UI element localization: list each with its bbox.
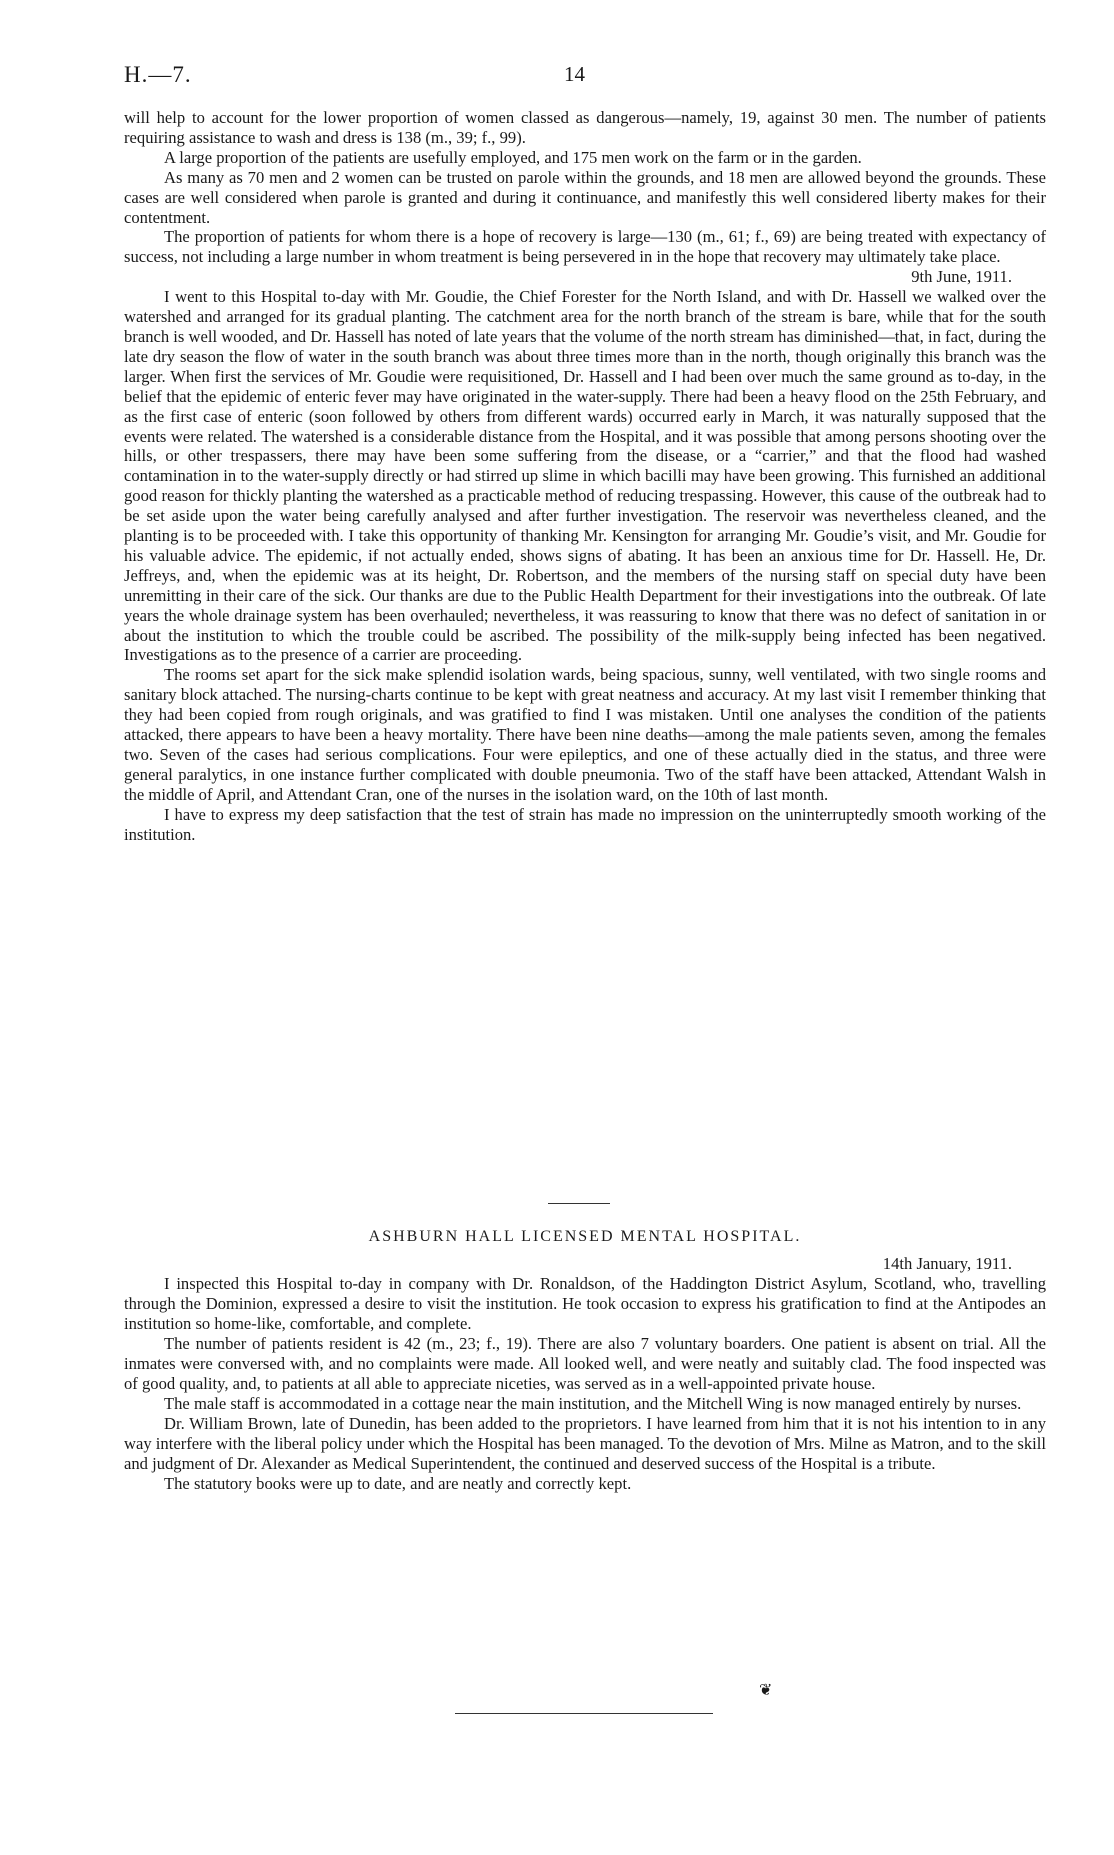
page-header [124,62,994,92]
paragraph: The male staff is accommodated in a cottage near the main institution, and the Mitchell Wing is now managed entirely by nurses. [164,1394,1022,1413]
entry-date: 9th June, 1911. [911,267,1012,287]
paragraph: The rooms set apart for the sick make splendid isolation wards, being spacious, sunny, well ventilated, with two single rooms and sanitary block attached. The nursing-charts continue to be kept with great neatness and accuracy. At my last visit I remember thinking that they had been copied from rough originals, and was gratified to find I was mistaken. Until one analyses the condition of the patients attacked, there appears to have been a heavy mortality. There have been nine deaths—among the male patients seven, among the females two. Seven of the cases had serious complications. Four were epileptics, and one of these actually died in the status, and three were general paralytics, in one instance further complicated with double pneumonia. Two of the staff have been attacked, Attendant Walsh in the middle of April, and Attendant Cran, one of the nurses in the isolation ward, on the 10th of last month. [124,665,1046,804]
paragraph: The proportion of patients for whom there is a hope of recovery is large—130 (m., 61; f., 69) are being treated with expectancy of success, not including a large number in whom treatment is being persevered in in the hope that recovery may ultimately take place. [124,227,1046,267]
section-divider [548,1203,610,1204]
section-heading: ASHBURN HALL LICENSED MENTAL HOSPITAL. [368,1228,802,1245]
end-rule [455,1713,713,1714]
paragraph: The number of patients resident is 42 (m., 23; f., 19). There are also 7 voluntary boarders. One patient is absent on trial. All the inmates were conversed with, and no complaints were made. All looked well, and were neatly and suitably clad. The food inspected was of good quality, and, to patients at all able to appreciate niceties, was served as in a well-appointed private house. [124,1334,1046,1393]
page-number: 14 [564,62,585,86]
paragraph: The statutory books were up to date, and are neatly and correctly kept. [164,1474,632,1493]
section-ashburn-text [124,1254,1046,1494]
paragraph: A large proportion of the patients are usefully employed, and 175 men work on the farm or in the garden. [164,147,862,167]
paragraph-continuation: will help to account for the lower proportion of women classed as dangerous—namely, 19, against 30 men. The number of patients requiring assistance to wash and dress is 138 (m., 39; f., 99). [124,108,1046,147]
entry-date: 14th January, 1911. [882,1254,1012,1273]
paragraph: As many as 70 men and 2 women can be trusted on parole within the grounds, and 18 men are allowed beyond the grounds. These cases are well considered when parole is granted and during it continuance, and manifestly this well considered liberty makes for their contentment. [124,167,1046,227]
paragraph: I went to this Hospital to-day with Mr. Goudie, the Chief Forester for the North Island, and with Dr. Hassell we walked over the watershed and arranged for its gradual planting. The catchment area for the north branch of the stream is bare, while that for the south branch is well wooded, and Dr. Hassell has noted of late years that the volume of the north stream has diminished—that, in fact, during the late dry season the flow of water in the south branch was about three times more than in the north, though originally this branch was the larger. When first the services of Mr. Goudie were requisitioned, Dr. Hassell and I had been over much the same ground as to-day, in the belief that the epidemic of enteric fever may have originated in the water-supply. There had been a heavy flood on the 25th February, and as the first case of enteric (soon followed by others from different wards) occurred early in March, it was naturally supposed that the events were related. The watershed is a considerable distance from the Hospital, and it was possible that among persons shooting over the hills, or other trespassers, there may have been some suffering from the disease, or a “carrier,” and that the flood had washed contamination in to the water-supply directly or had stirred up slime in which bacilli may have been growing. This furnished an additional good reason for thickly planting the watershed as a practicable method of reducing trespassing. However, this cause of the outbreak had to be set aside upon the water being carefully analysed and after further investigation. The reservoir was nevertheless cleaned, and the planting is to be proceeded with. I take this opportunity of thanking Mr. Kensington for arranging Mr. Goudie’s visit, and Mr. Goudie for his valuable advice. The epidemic, if not actually ended, shows signs of abating. It has been an anxious time for Dr. Hassell. He, Dr. Jeffreys, and, when the epidemic was at its height, Dr. Robertson, and the members of the nursing staff on special duty have been unremitting in their care of the sick. Our thanks are due to the Public Health Department for their investigations into the outbreak. Of late years the whole drainage system has been overhauled; nevertheless, it was reassuring to know that there was no defect of sanitation in or about the institution to which the trouble could be ascribed. The possibility of the milk-supply being infected has been negatived. Investigations as to the presence of a carrier are proceeding. [124,287,1046,665]
paragraph: I have to express my deep satisfaction that the test of strain has made no impression on the uninterruptedly smooth working of the institution. [124,804,1046,844]
paragraph: I inspected this Hospital to-day in company with Dr. Ronaldson, of the Haddington District Asylum, Scotland, who, travelling through the Dominion, expressed a desire to visit the institution. He took occasion to express his gratification to find at the Antipodes an institution so home-like, comfortable, and complete. [124,1274,1046,1333]
section-main-text [124,108,1046,845]
report-code: H.—7. [124,62,192,87]
printer-mark: ❦ [759,1682,773,1699]
paragraph: Dr. William Brown, late of Dunedin, has been added to the proprietors. I have learned from him that it is not his intention to in any way interfere with the liberal policy under which the Hospital has been managed. To the devotion of Mrs. Milne as Matron, and to the skill and judgment of Dr. Alexander as Medical Superintendent, the continued and deserved success of the Hospital is a tribute. [124,1414,1046,1473]
